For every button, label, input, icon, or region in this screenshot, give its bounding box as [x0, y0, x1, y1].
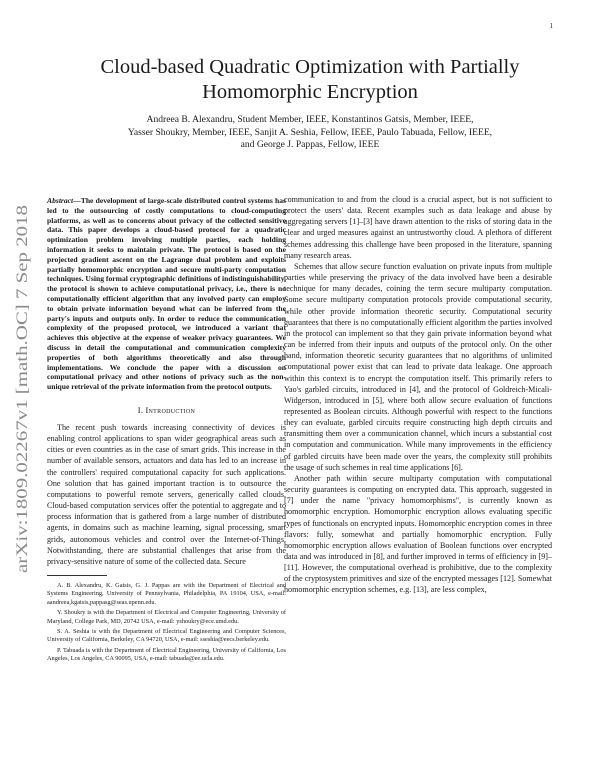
page-number: 1: [549, 22, 553, 30]
paper-title: Cloud-based Quadratic Optimization with Partially Homomorphic Encryption: [100, 56, 520, 103]
arxiv-stamp: [3, 205, 35, 575]
author-line: Yasser Shoukry, Member, IEEE, Sanjit A. Seshia, Fellow, IEEE, Paulo Tabuada, Fellow, IEEE,: [127, 126, 493, 138]
footnote: A. B. Alexandru, K. Gatsis, G. J. Pappas are with the Department of Electrical and Systems Engineering, University of Pennsylvania, Philadelphia, PA 19104, USA, e-mail: aandreea,kgatsis,pappasg@seas.upenn.edu.: [47, 581, 286, 606]
author-line: and George J. Pappas, Fellow, IEEE: [240, 139, 380, 151]
abstract: [47, 196, 286, 392]
arxiv-stamp-text: arXiv:1809.02267v1 [math.OC] 7 Sep 2018: [12, 286, 31, 573]
body-paragraph: communication to and from the cloud is a crucial aspect, but is not sufficient to protect the users' data. Recent examples such as data leakage and abuse by aggregating servers [1]–[3] have drawn attention to the risks of storing data in the clear and urged measures against an untrustworthy cloud. A plethora of different schemes addressing this challenge have been proposed in the literature, spanning many research areas.: [284, 195, 552, 260]
body-paragraph: Schemes that allow secure function evaluation on private inputs from multiple parties while preserving the privacy of the data involved have been a desirable technique for many decades, coining the term secure multiparty computation. Some secure multiparty computation protocols provide computational security, while other provide information theoretic security. Computational security guarantees that there is no computationally efficient algorithm the parties involved in the protocol can implement so that they gain private information beyond what can be inferred from their inputs and outputs of the protocol only. On the other hand, information theoretic security guarantees that no algorithms of unlimited computational power exist that can lead to private data leakage. One approach within this context is to encrypt the computation itself. This primarily refers to Yao's garbled circuits, introduced in [4], and the protocol of Goldreich-Micali-Widgerson, introduced in [5], where both allow secure evaluation of functions represented as Boolean circuits. Although powerful with respect to the functions they can evaluate, garbled circuits require constructing high depth circuits and transmitting them over a communication channel, which incurs a substantial cost in computation and communication. While many improvements in the efficiency of garbled circuits have been made over the years, the complexity still prohibits the usage of such schemes in real time applications [6].: [284, 261, 552, 472]
abstract-label: Abstract: [47, 196, 74, 205]
intro-paragraph: The recent push towards increasing connectivity of devices is enabling control applications to span wider geographical areas such as cities or even countries as in the case of smart grids. This increase in the number of available sensors, actuators and data has led to an increase in the controllers' required computational capacity for such applications. One solution that has gained important traction is to outsource the computations to powerful remote servers, generically called clouds. Cloud-based computation services offer the potential to aggregate and to process information that is gathered from a large number of distributed agents, in domains such as machine learning, signal processing, smart grids, autonomous vehicles and control over the Internet-of-Things. Notwithstanding, there are substantial challenges that arise from the privacy-sensitive nature of some of the collected data. Secure: [47, 422, 286, 566]
author-list: [60, 114, 560, 152]
right-column: [284, 194, 552, 596]
section-heading: I. Introduction: [137, 405, 196, 415]
body-paragraph: Another path within secure multiparty computation with computational security guarantees is computing on encrypted data. This approach, suggested in [7] under the name "privacy homomorphisms", is currently known as homomorphic encryption. Homomorphic encryption allows evaluating specific types of functionals on encrypted inputs. Homomorphic encryption comes in three flavors: fully, somewhat and partially homomorphic encryption. Fully homomorphic encryption allows evaluation of Boolean functions over encrypted data and was introduced in [8], and further improved in terms of efficiency in [9]–[11]. However, the computational overhead is prohibitive, due to the complexity of the cryptosystem primitives and size of the encrypted messages [12]. Somewhat homomorphic encryption schemes, e.g. [13], are less complex,: [284, 473, 552, 595]
footnote-divider: [47, 575, 107, 576]
author-line: Andreea B. Alexandru, Student Member, IEEE, Konstantinos Gatsis, Member, IEEE,: [146, 114, 474, 125]
footnote: S. A. Seshia is with the Department of Electrical Engineering and Computer Sciences, University of California, Berkeley, CA 94720, USA, e-mail: sseshia@eecs.berkeley.edu.: [47, 628, 286, 644]
footnote: Y. Shoukry is with the Department of Electrical and Computer Engineering, University of Maryland, College Park, MD, 20742 USA, e-mail: yshoukry@ece.umd.edu.: [47, 609, 286, 625]
left-column: [47, 196, 286, 666]
abstract-text: —The development of large-scale distributed control systems has led to the outsourcing of costly computations to cloud-computing platforms, as well as to concerns about privacy of the collected sensitive data. This paper develops a cloud-based protocol for a quadratic optimization problem involving multiple parties, each holding information it seeks to maintain private. The protocol is based on the projected gradient ascent on the Lagrange dual problem and exploits partially homomorphic encryption and secure multi-party computation techniques. Using formal cryptographic definitions of indistinguishability, the protocol is shown to achieve computational privacy, i.e., there is no computationally efficient algorithm that any involved party can employ to obtain private information beyond what can be inferred from the party's inputs and outputs only. In order to reduce the communication complexity of the proposed protocol, we introduced a variant that achieves this objective at the expense of weaker privacy guarantees. We discuss in detail the computational and communication complexity properties of both algorithms theoretically and also through implementations. We conclude the paper with a discussion on computational privacy and other notions of privacy such as the non-unique retrieval of the private information from the protocol outputs.: [47, 196, 286, 392]
footnote: P. Tabuada is with the Department of Electrical Engineering, University of California, Los Angeles, Los Angeles, CA 90095, USA, e-mail: tabuada@ee.ucla.edu.: [47, 646, 286, 663]
